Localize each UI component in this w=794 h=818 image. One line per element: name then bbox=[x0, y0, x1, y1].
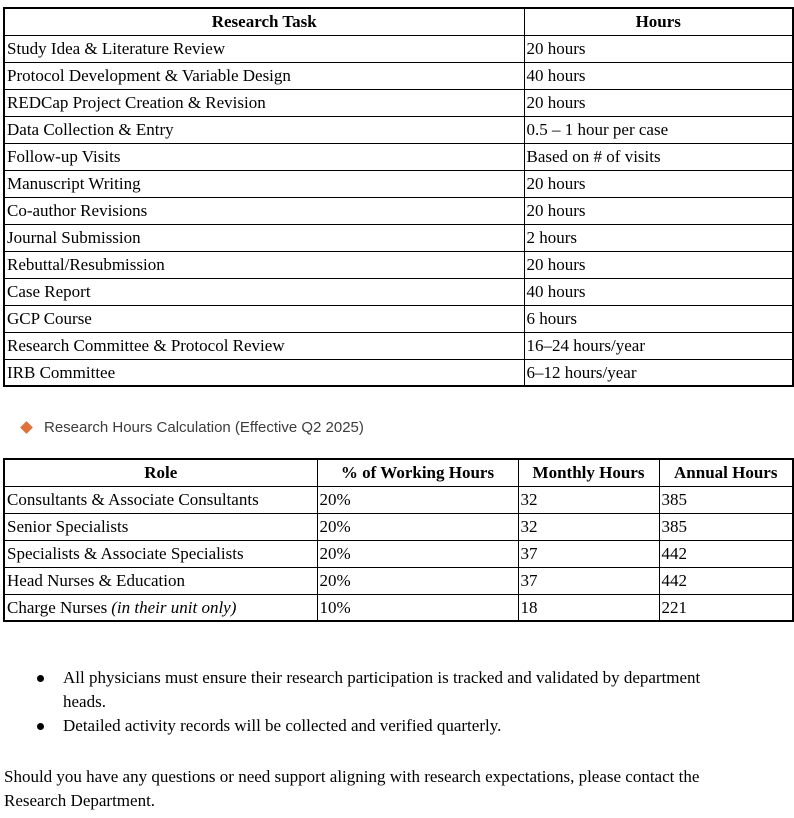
hours-cell: 2 hours bbox=[524, 224, 793, 251]
task-cell: Follow-up Visits bbox=[4, 143, 524, 170]
hours-cell: 0.5 – 1 hour per case bbox=[524, 116, 793, 143]
hours-cell: 16–24 hours/year bbox=[524, 332, 793, 359]
hours-cell: 20 hours bbox=[524, 35, 793, 62]
table-row bbox=[4, 567, 793, 594]
monthly-cell: 32 bbox=[518, 486, 659, 513]
hours-cell: Based on # of visits bbox=[524, 143, 793, 170]
table-row bbox=[4, 305, 793, 332]
pct-cell: 20% bbox=[317, 567, 518, 594]
table-row bbox=[4, 89, 793, 116]
role-text: Head Nurses & Education bbox=[7, 571, 185, 590]
closing-paragraph: Should you have any questions or need support aligning with research expectations, please contact the Research Department. bbox=[4, 767, 700, 810]
monthly-cell: 18 bbox=[518, 594, 659, 621]
table-row bbox=[4, 486, 793, 513]
research-task-table bbox=[3, 7, 794, 387]
hours-cell: 6–12 hours/year bbox=[524, 359, 793, 386]
role-text: Charge Nurses bbox=[7, 597, 108, 617]
hours-cell: 20 hours bbox=[524, 197, 793, 224]
task-cell: Study Idea & Literature Review bbox=[4, 35, 524, 62]
hours-cell: 40 hours bbox=[524, 278, 793, 305]
role-text: Consultants & Associate Consultants bbox=[7, 490, 259, 509]
section-heading-text: Research Hours Calculation (Effective Q2 2025) bbox=[44, 418, 364, 436]
task-cell: Case Report bbox=[4, 278, 524, 305]
list-item bbox=[0, 666, 794, 714]
table-row bbox=[4, 359, 793, 386]
hours-cell: 20 hours bbox=[524, 251, 793, 278]
task-cell: Research Committee & Protocol Review bbox=[4, 332, 524, 359]
research-task-header: Research Task bbox=[4, 8, 524, 35]
hours-cell: 20 hours bbox=[524, 170, 793, 197]
table-header-row bbox=[4, 8, 793, 35]
annual-cell: 385 bbox=[659, 486, 793, 513]
table-row bbox=[4, 594, 793, 621]
role-cell bbox=[4, 540, 317, 567]
diamond-bullet-icon bbox=[20, 421, 33, 434]
bullet-dot-icon bbox=[37, 675, 44, 682]
notes-bullet-list bbox=[0, 666, 794, 738]
role-cell bbox=[4, 513, 317, 540]
table-row bbox=[4, 251, 793, 278]
pct-cell: 20% bbox=[317, 513, 518, 540]
table-row bbox=[4, 62, 793, 89]
monthly-cell: 37 bbox=[518, 567, 659, 594]
hours-cell: 6 hours bbox=[524, 305, 793, 332]
role-text: Senior Specialists bbox=[7, 517, 129, 536]
pct-cell: 10% bbox=[317, 594, 518, 621]
task-cell: Manuscript Writing bbox=[4, 170, 524, 197]
task-cell: Journal Submission bbox=[4, 224, 524, 251]
annual-cell: 385 bbox=[659, 513, 793, 540]
table-row bbox=[4, 224, 793, 251]
monthly-cell: 32 bbox=[518, 513, 659, 540]
bullet-text: Detailed activity records will be collected and verified quarterly. bbox=[63, 716, 502, 735]
list-item bbox=[0, 714, 794, 738]
task-cell: Data Collection & Entry bbox=[4, 116, 524, 143]
annual-cell: 442 bbox=[659, 540, 793, 567]
annual-cell: 442 bbox=[659, 567, 793, 594]
table-row bbox=[4, 278, 793, 305]
table-row bbox=[4, 116, 793, 143]
research-hours-table bbox=[3, 458, 794, 622]
task-cell: Rebuttal/Resubmission bbox=[4, 251, 524, 278]
annual-cell: 221 bbox=[659, 594, 793, 621]
section-heading bbox=[22, 417, 794, 437]
pct-cell: 20% bbox=[317, 540, 518, 567]
table-row bbox=[4, 143, 793, 170]
table-row bbox=[4, 197, 793, 224]
role-note: (in their unit only) bbox=[111, 597, 237, 617]
hours-header: Hours bbox=[524, 8, 793, 35]
role-cell bbox=[4, 594, 317, 621]
task-cell: Co-author Revisions bbox=[4, 197, 524, 224]
pct-cell: 20% bbox=[317, 486, 518, 513]
task-cell: Protocol Development & Variable Design bbox=[4, 62, 524, 89]
role-cell bbox=[4, 567, 317, 594]
role-cell bbox=[4, 486, 317, 513]
annual-hours-header: Annual Hours bbox=[659, 459, 793, 486]
bullet-text: All physicians must ensure their research participation is tracked and validated by department heads. bbox=[63, 668, 701, 711]
table-row bbox=[4, 332, 793, 359]
table-header-row bbox=[4, 459, 793, 486]
hours-cell: 40 hours bbox=[524, 62, 793, 89]
bullet-dot-icon bbox=[37, 723, 44, 730]
table-row bbox=[4, 513, 793, 540]
table-row bbox=[4, 540, 793, 567]
table-row bbox=[4, 170, 793, 197]
table-row bbox=[4, 35, 793, 62]
hours-cell: 20 hours bbox=[524, 89, 793, 116]
task-cell: REDCap Project Creation & Revision bbox=[4, 89, 524, 116]
monthly-cell: 37 bbox=[518, 540, 659, 567]
task-cell: GCP Course bbox=[4, 305, 524, 332]
role-text: Specialists & Associate Specialists bbox=[7, 544, 244, 563]
pct-working-hours-header: % of Working Hours bbox=[317, 459, 518, 486]
role-header: Role bbox=[4, 459, 317, 486]
monthly-hours-header: Monthly Hours bbox=[518, 459, 659, 486]
task-cell: IRB Committee bbox=[4, 359, 524, 386]
